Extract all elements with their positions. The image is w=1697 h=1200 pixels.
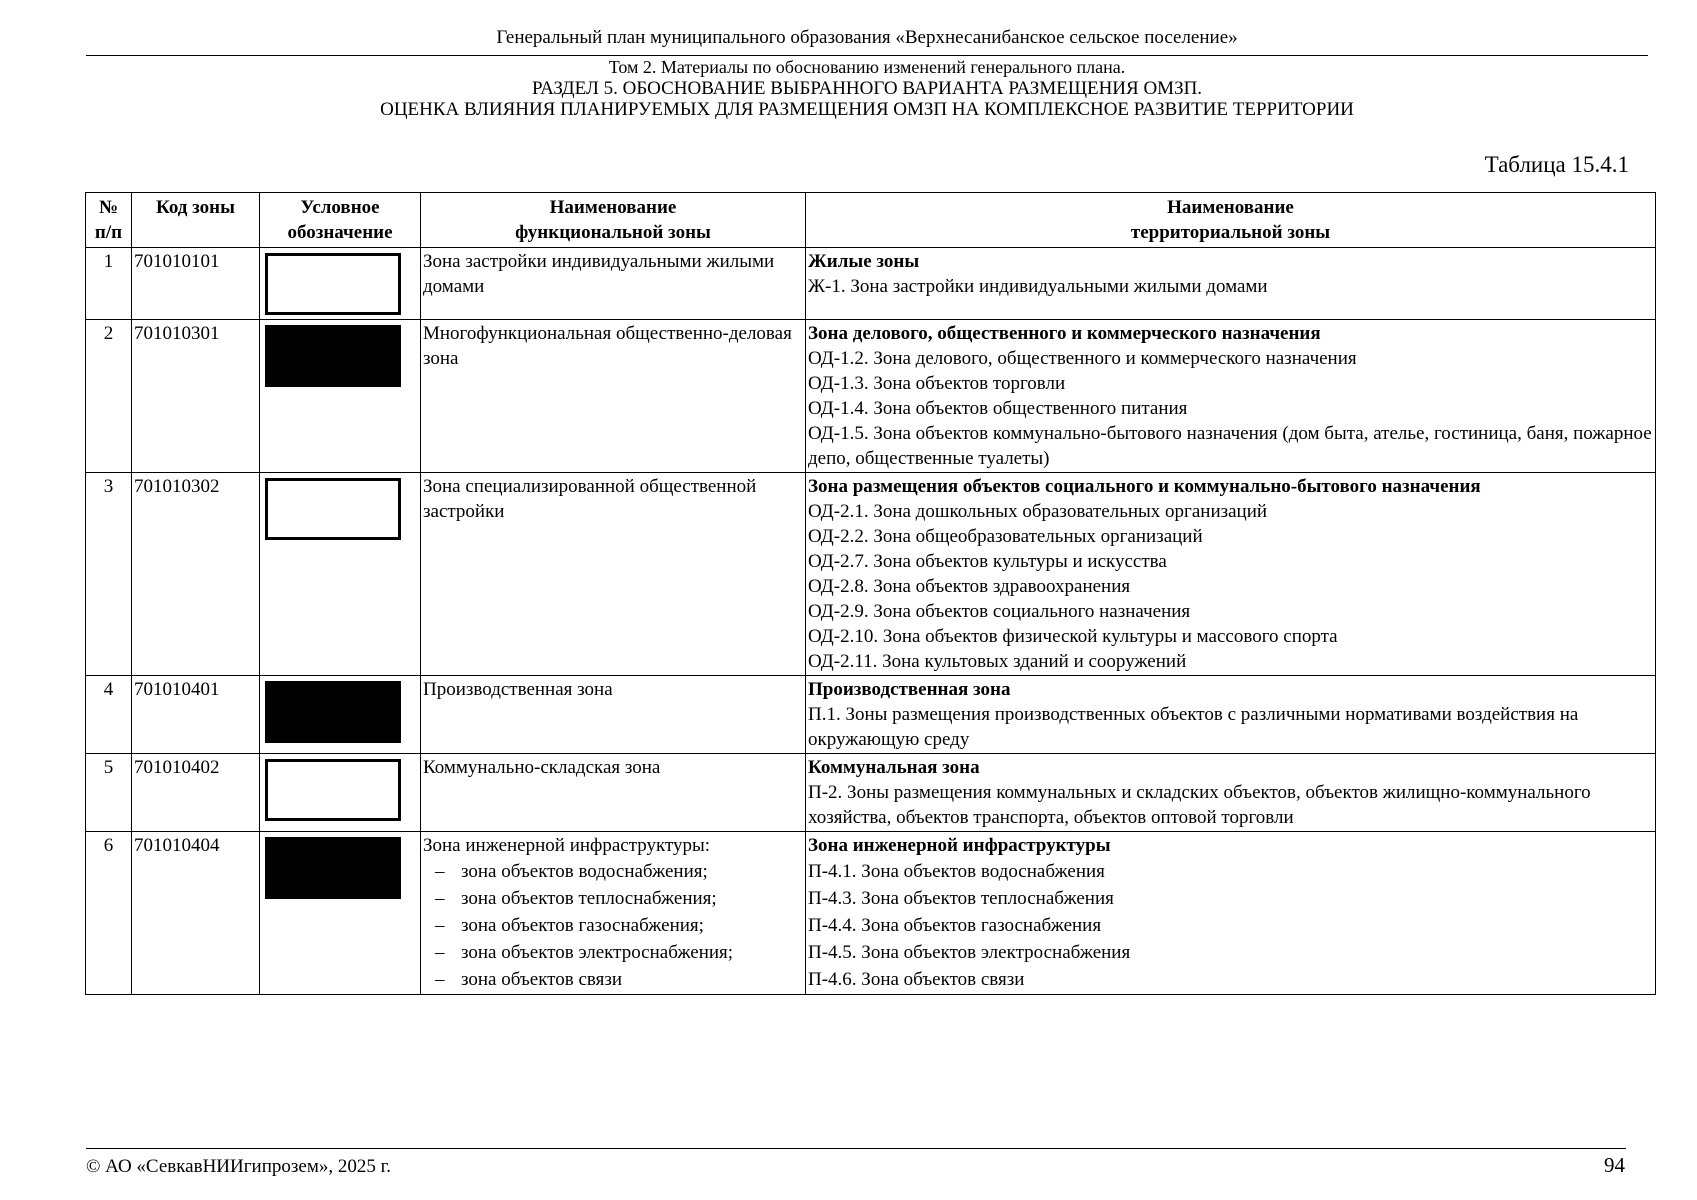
functional-zone-title: Коммунально-складская зона — [423, 757, 661, 778]
functional-zone-name — [421, 754, 806, 832]
territorial-zone-item: П-4.1. Зона объектов водоснабжения — [808, 861, 1105, 882]
territorial-zone-item: Ж-1. Зона застройки индивидуальными жилыми домами — [808, 276, 1268, 297]
zone-code: 701010402 — [132, 754, 260, 832]
page-number: 94 — [1604, 1153, 1625, 1177]
functional-zone-title: Многофункциональная общественно-деловая зона — [423, 323, 792, 369]
territorial-zone-title: Жилые зоны — [808, 251, 920, 272]
territorial-zone-item: П-4.3. Зона объектов теплоснабжения — [808, 888, 1114, 909]
row-number: 5 — [86, 754, 132, 832]
territorial-zone-item: П-2. Зоны размещения коммунальных и складских объектов, объектов жилищно-коммунального хозяйства, объектов транспорта, объектов оптовой торговли — [808, 782, 1591, 828]
territorial-zone-item: ОД-2.7. Зона объектов культуры и искусства — [808, 551, 1167, 572]
section-heading — [86, 57, 1648, 120]
footer-divider — [86, 1148, 1626, 1149]
functional-zone-subitem: – зона объектов связи — [423, 966, 803, 993]
territorial-zone-items — [808, 702, 1653, 752]
functional-zone-name — [421, 676, 806, 754]
territorial-zone-item: П.1. Зоны размещения производственных объектов с различными нормативами воздействия на окружающую среду — [808, 704, 1579, 750]
territorial-zone-item: ОД-2.10. Зона объектов физической культуры и массового спорта — [808, 626, 1338, 647]
zone-symbol-cell — [260, 248, 421, 320]
document-running-title: Генеральный план муниципального образования «Верхнесанибанское сельское поселение» — [496, 27, 1238, 48]
territorial-zone-item: ОД-1.4. Зона объектов общественного питания — [808, 398, 1188, 419]
territorial-zone-title: Коммунальная зона — [808, 757, 980, 778]
header-functional-zone — [421, 193, 806, 248]
zone-code: 701010401 — [132, 676, 260, 754]
header-func-line1: Наименование — [549, 197, 677, 218]
row-number: 2 — [86, 320, 132, 473]
row-number: 3 — [86, 473, 132, 676]
header-terr-line2: территориальной зоны — [1130, 222, 1331, 243]
table-caption: Таблица 15.4.1 — [1484, 152, 1629, 177]
territorial-zone-item: ОД-2.8. Зона объектов здравоохранения — [808, 576, 1131, 597]
territorial-zone-item: ОД-2.2. Зона общеобразовательных организаций — [808, 526, 1203, 547]
table-row — [86, 248, 1656, 320]
functional-zone-title: Зона застройки индивидуальными жилыми домами — [423, 251, 775, 297]
territorial-zone-item: ОД-2.11. Зона культовых зданий и сооружений — [808, 651, 1187, 672]
zone-symbol-swatch — [265, 253, 401, 315]
table-row — [86, 754, 1656, 832]
header-number-line1: № — [98, 197, 119, 218]
territorial-zone-name — [806, 320, 1656, 473]
zones-table-body — [86, 248, 1656, 995]
table-row — [86, 320, 1656, 473]
header-code — [132, 193, 260, 248]
subsection-line: ОЦЕНКА ВЛИЯНИЯ ПЛАНИРУЕМЫХ ДЛЯ РАЗМЕЩЕНИЯ ОМЗП НА КОМПЛЕКСНОЕ РАЗВИТИЕ ТЕРРИТОРИИ — [380, 99, 1354, 120]
section-line: РАЗДЕЛ 5. ОБОСНОВАНИЕ ВЫБРАННОГО ВАРИАНТА РАЗМЕЩЕНИЯ ОМЗП. — [531, 78, 1203, 99]
functional-zone-name — [421, 473, 806, 676]
functional-zone-title: Зона специализированной общественной застройки — [423, 476, 757, 522]
territorial-zone-item: П-4.4. Зона объектов газоснабжения — [808, 915, 1102, 936]
territorial-zone-item: ОД-2.9. Зона объектов социального назначения — [808, 601, 1191, 622]
territorial-zone-items — [808, 346, 1653, 471]
zone-code: 701010101 — [132, 248, 260, 320]
territorial-zone-title: Зона делового, общественного и коммерческого назначения — [808, 323, 1321, 344]
zone-symbol-swatch — [265, 681, 401, 743]
zone-symbol-cell — [260, 676, 421, 754]
territorial-zone-name — [806, 473, 1656, 676]
territorial-zone-items — [808, 780, 1653, 830]
table-header-row — [86, 193, 1656, 248]
territorial-zone-item: ОД-1.5. Зона объектов коммунально-бытового назначения (дом быта, ателье, гостиница, баня, пожарное депо, общественные туалеты) — [808, 423, 1652, 469]
territorial-zone-title: Производственная зона — [808, 679, 1011, 700]
territorial-zone-item: П-4.6. Зона объектов связи — [808, 969, 1025, 990]
header-divider — [86, 55, 1648, 56]
zone-code: 701010301 — [132, 320, 260, 473]
zone-symbol-cell — [260, 320, 421, 473]
territorial-zone-name — [806, 248, 1656, 320]
table-row — [86, 473, 1656, 676]
territorial-zone-name — [806, 754, 1656, 832]
header-symbol-line2: обозначение — [287, 222, 393, 243]
header-symbol — [260, 193, 421, 248]
header-number — [86, 193, 132, 248]
zone-code: 701010404 — [132, 832, 260, 995]
functional-zone-subitem: – зона объектов теплоснабжения; — [423, 885, 803, 912]
territorial-zone-title: Зона размещения объектов социального и коммунально-бытового назначения — [808, 476, 1481, 497]
zone-symbol-swatch — [265, 759, 401, 821]
header-code-text: Код зоны — [156, 197, 235, 218]
header-terr-line1: Наименование — [1167, 197, 1294, 218]
territorial-zone-title: Зона инженерной инфраструктуры — [808, 835, 1111, 856]
footer-copyright: © АО «СевкавНИИгипрозем», 2025 г. — [86, 1156, 391, 1177]
table-row — [86, 832, 1656, 995]
territorial-zone-item: ОД-2.1. Зона дошкольных образовательных организаций — [808, 501, 1268, 522]
row-number: 4 — [86, 676, 132, 754]
functional-zone-name — [421, 248, 806, 320]
functional-zone-subitem: – зона объектов водоснабжения; — [423, 858, 803, 885]
zones-table — [85, 192, 1656, 995]
functional-zone-title: Зона инженерной инфраструктуры: — [423, 835, 711, 856]
zone-symbol-cell — [260, 754, 421, 832]
territorial-zone-items — [808, 274, 1653, 299]
territorial-zone-items — [808, 858, 1653, 993]
header-func-line2: функциональной зоны — [515, 222, 711, 243]
territorial-zone-item: П-4.5. Зона объектов электроснабжения — [808, 942, 1131, 963]
row-number: 1 — [86, 248, 132, 320]
row-number: 6 — [86, 832, 132, 995]
territorial-zone-items — [808, 499, 1653, 674]
functional-zone-name — [421, 832, 806, 995]
header-symbol-line1: Условное — [300, 197, 380, 218]
zone-symbol-swatch — [265, 325, 401, 387]
functional-zone-title: Производственная зона — [423, 679, 613, 700]
functional-zone-subitems — [423, 858, 803, 993]
zone-code: 701010302 — [132, 473, 260, 676]
functional-zone-name — [421, 320, 806, 473]
zone-symbol-swatch — [265, 478, 401, 540]
territorial-zone-name — [806, 676, 1656, 754]
zone-symbol-swatch — [265, 837, 401, 899]
header-territorial-zone — [806, 193, 1656, 248]
zone-symbol-cell — [260, 473, 421, 676]
functional-zone-subitem: – зона объектов газоснабжения; — [423, 912, 803, 939]
table-row — [86, 676, 1656, 754]
territorial-zone-name — [806, 832, 1656, 995]
territorial-zone-item: ОД-1.3. Зона объектов торговли — [808, 373, 1066, 394]
volume-line: Том 2. Материалы по обоснованию изменений генерального плана. — [608, 57, 1126, 77]
functional-zone-subitem: – зона объектов электроснабжения; — [423, 939, 803, 966]
header-number-line2: п/п — [94, 222, 123, 243]
territorial-zone-item: ОД-1.2. Зона делового, общественного и коммерческого назначения — [808, 348, 1357, 369]
zone-symbol-cell — [260, 832, 421, 995]
